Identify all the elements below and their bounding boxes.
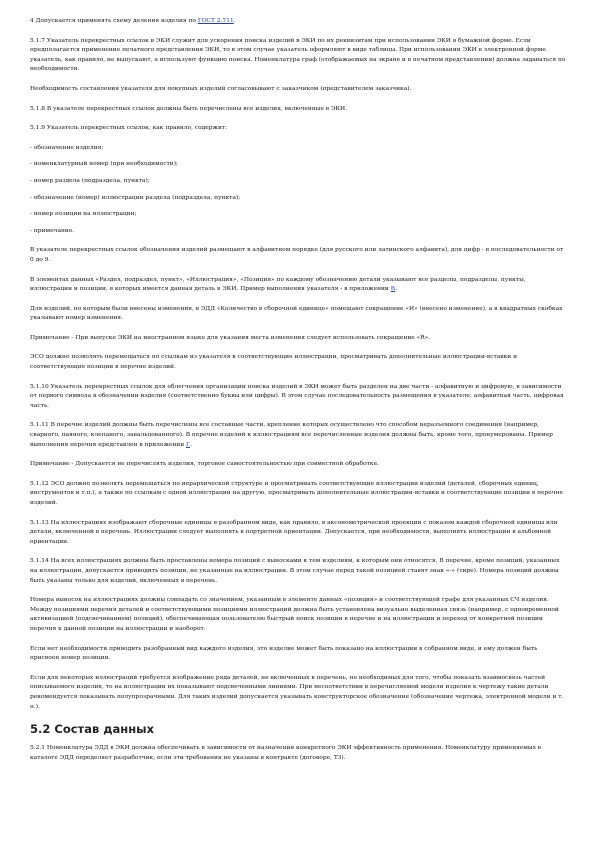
paragraph-text: 5.1.11 В перечне изделий должны быть перечислены все составные части, крепление которых осуществлено что способом неразъемного соединения (например, сварного, паяного, клепаного, завальцованного). В перечне изделий к иллюстрациям все перечисленные изделия должны быть, кроме того, пронумерованы. Пример выполнения перечня представлен в приложении [30, 422, 553, 448]
paragraph-text: . [233, 18, 236, 24]
paragraph-text: . [395, 286, 397, 293]
paragraph-5-1-11 [30, 421, 567, 450]
list-item: - примечание. [30, 227, 75, 234]
document-body [30, 17, 567, 773]
paragraph-5-1-9: 5.1.9 Указатель перекрестных ссылок, как правило, содержит: [30, 125, 228, 132]
paragraph: Необходимость составления указателя для покупных изделий согласовывают с заказчиком (представителем заказчика). [30, 85, 412, 92]
paragraph-text: 4 Допускается применять схему деления изделия по [30, 18, 198, 24]
appendix-g-link[interactable]: Г [186, 441, 190, 448]
paragraph: Для изделий, по которым были внесены изменения, в ЭДД «Количество в сборочной единице» помещают сокращение «И» (внесено изменение), а в квадратных скобках указывают номер изменения. [30, 305, 563, 322]
paragraph-5-1-8: 5.1.8 В указателе перекрестных ссылок должны быть перечислены все изделия, включенные в ЭКИ. [30, 105, 348, 112]
paragraph-5-1-10: 5.1.10 Указатель перекрестных ссылок для облегчения организации поиска изделий в ЭКИ может быть разделен на две части - алфавитную и цифровую, в зависимости от первого символа в обозначении изделия (соответственно буквы или цифры). В этом случае последовательность размещения в указателе: алфавитная часть, цифровая часть. [30, 383, 564, 409]
paragraph: ЭСО должно позволять перемещаться по ссылкам из указателя в соответствующие иллюстрации, просматривать дополнительные иллюстрации-вставки и соответствующие позиции в перечне изделий. [30, 354, 517, 371]
note-paragraph: Примечание - При выпуске ЭКИ на иностранном языке для указания места изменения следует использовать сокращение «R». [30, 334, 431, 341]
paragraph: Номера выносок на иллюстрациях должны совпадать со значением, указанным в элементе данных «позиция» и соответствующей графе для указанных СЧ изделия. Между позициями перечня деталей и соответствующими позициями иллюстраций должна быть установлена визуально выделенная связь (например, с одновременной активизацией (подсвечиванием) позиций), обеспечивающая пользователю быстрый поиск позиции в перечне и на иллюстрации и переход от конкретной позиции перечня к данной позиции на иллюстрации и наоборот. [30, 597, 559, 632]
section-heading: 5.2 Состав данных [30, 722, 154, 737]
list-item: - номенклатурный номер (при необходимости); [30, 161, 178, 168]
gost-2711-link[interactable]: ГОСТ 2.711 [197, 18, 234, 24]
paragraph-5-2-1: 5.2.1 Номенклатура ЭДД в ЭКИ должна обеспечивать в зависимости от назначения конкретного ЭКИ эффективность применения. Номенклатуру применяемых в каталоге ЭДД определяет разработчик, если эти требования не указаны в контракте (договоре, ТЗ). [30, 745, 542, 761]
paragraph [30, 276, 567, 295]
list-item: - номер раздела (подраздела, пункта); [30, 177, 150, 184]
list-item: - обозначение изделия; [30, 144, 104, 151]
appendix-v-link[interactable]: В [390, 286, 396, 293]
paragraph: В указателе перекрестных ссылок обозначения изделий размещают в алфавитном порядке (для русского или латинского алфавита), для цифр - в последовательности от 0 до 9. [30, 247, 564, 263]
paragraph-5-1-14: 5.1.14 На всех иллюстрациях должны быть проставлены номера позиций с выносками к тем изделиям, к которым они относятся. В перечне, кроме позиций, указанных на иллюстрации, допускается приводить позиции, не указанные на иллюстрации. В этом случае перед такой позицией ставят знак «-» (тире). Номера позиций должны быть указаны только для изделий, включенных в перечень. [30, 558, 560, 584]
note-paragraph: Примечание - Допускается не перечислять изделия, торговое самостоятельностью при совместной обработке. [30, 461, 379, 468]
paragraph-5-1-12: 5.1.12 ЭСО должно позволять перемещаться по иерархической структуре и просматривать соответствующие иллюстрации изделий (деталей, сборочных единиц, инструментов и т.п.), а также по ссылкам с одной иллюстрации на другую, просматривать дополнительные иллюстрации-вставки и соответствующие позиции в перечне изделий. [30, 480, 564, 506]
note-paragraph [30, 17, 567, 27]
paragraph: Если нет необходимости приводить разобранный вид каждого изделия, это изделие может быть показано на иллюстрации в собранном виде, и ему должен быть присвоен номер позиции. [30, 645, 538, 662]
list-item: - номер позиции на иллюстрации; [30, 211, 137, 218]
paragraph-5-1-13: 5.1.13 На иллюстрациях изображают сборочные единицы в разобранном виде, как правило, в аксонометрической проекции с показом каждой сборочной единицы или детали, включенной в перечень. Иллюстрации следует выполнять в портретной ориентации. Допускается, при необходимости, выполнять иллюстрации в альбомной ориентации. [30, 519, 558, 545]
paragraph-5-1-7: 5.1.7 Указатель перекрестных ссылок в ЭКИ служит для ускорения поиска изделий в ЭКИ по их реквизитам при использовании ЭКИ в бумажной форме. Если предполагается применение печатного представления ЭКИ, то в этом случае указатель оформляют в виде таблицы. При использовании ЭКИ в электронной форме указатель, как правило, не выпускают, а используют функцию поиска. Номенклатура граф (отображаемых на экране и в печатном представлении) должна задаваться по необходимости. [30, 37, 566, 73]
paragraph-text: В элементах данных «Раздел, подраздел, пункт», «Иллюстрация», «Позиция» по каждому обозначению детали указывают все разделы, подразделы, пункты, иллюстрации и позиции, в которых имеется данная деталь в ЭКИ. Пример выполнения указателя - в приложении [30, 276, 526, 293]
list-item: - обозначение (номер) иллюстрации раздела (подраздела, пункта); [30, 194, 241, 201]
paragraph: Если для некоторых иллюстраций требуется изображение ряда деталей, не включенных в перечень, но необходимых для того, чтобы показать взаимосвязь частей описываемого изделия, то на иллюстрации их показывают подсвеченными линиями. При несоответствии в перечисляемой модели изделия к чертежу такие детали рекомендуется показывать полупрозрачными. Для таких изделий допускается указывать конструкторское обозначение (обозначение чертежа, электронной модели и т. п.). [30, 674, 564, 710]
paragraph-text: . [189, 441, 192, 448]
